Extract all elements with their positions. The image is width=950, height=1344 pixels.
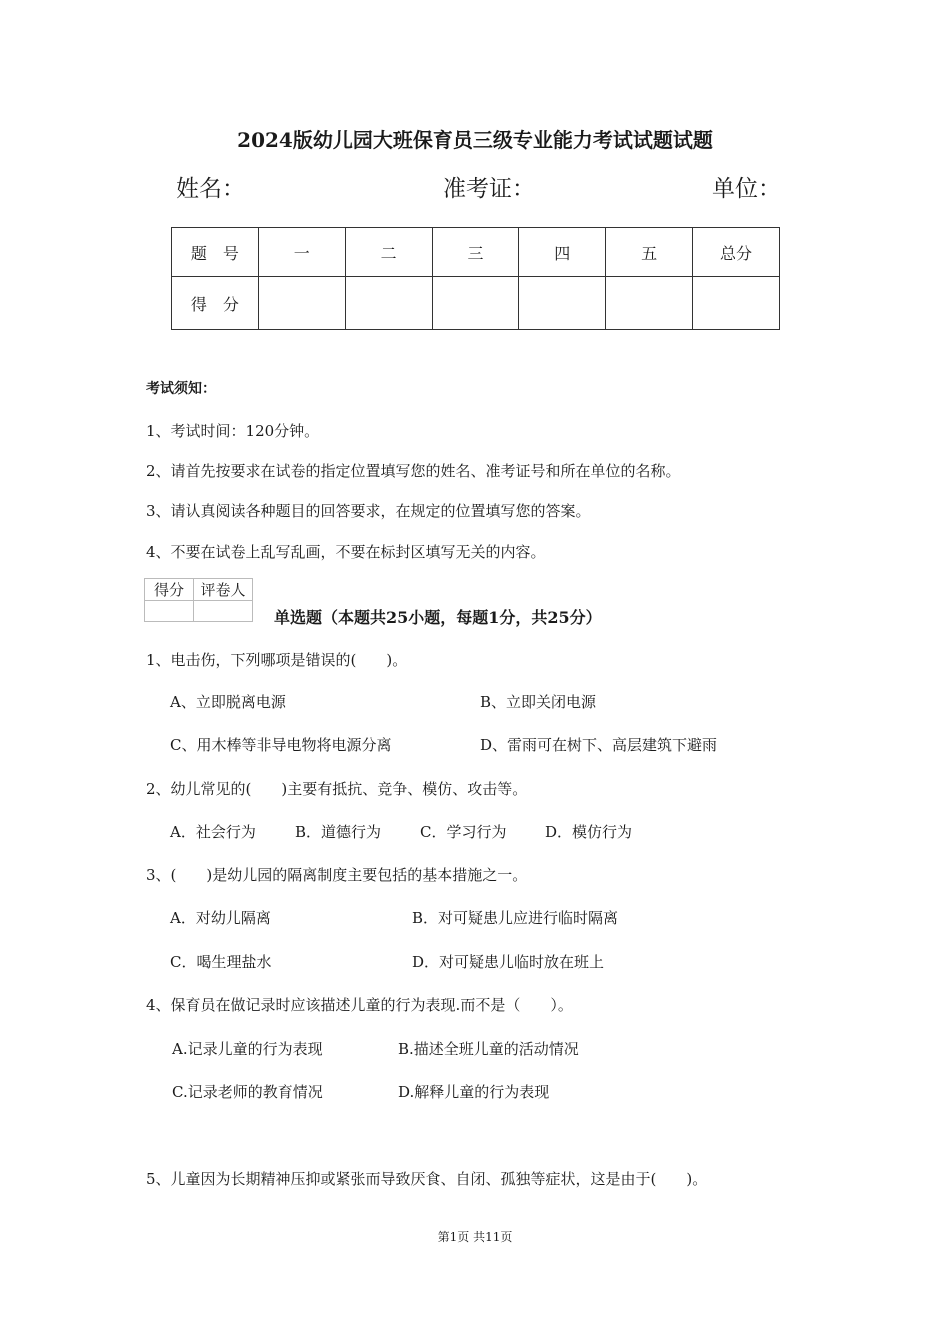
notice-heading: 考试须知： — [146, 381, 216, 397]
answer-option[interactable]: B.描述全班儿童的活动情况 — [398, 1040, 579, 1058]
answer-option[interactable]: D．对可疑患儿临时放在班上 — [412, 953, 605, 971]
score-entry-cell[interactable] — [258, 277, 345, 330]
answer-option[interactable]: C.记录老师的教育情况 — [172, 1083, 323, 1101]
score-table-cell: 二 — [345, 228, 432, 277]
question-stem: 3、( )是幼儿园的隔离制度主要包括的基本措施之一。 — [146, 866, 528, 884]
score-table-cell: 四 — [519, 228, 606, 277]
answer-option[interactable]: D、雷雨可在树下、高层建筑下避雨 — [480, 736, 718, 754]
answer-option[interactable]: D．模仿行为 — [545, 823, 633, 841]
score-table-cell: 一 — [258, 228, 345, 277]
score-entry-cell[interactable] — [432, 277, 519, 330]
answer-option[interactable]: B．道德行为 — [295, 823, 382, 841]
name-field-label: 姓名： — [176, 176, 245, 202]
score-table-cell: 总分 — [693, 228, 780, 277]
answer-option[interactable]: A、立即脱离电源 — [170, 693, 286, 711]
answer-option[interactable]: B、立即关闭电源 — [480, 693, 597, 711]
score-table-cell: 三 — [432, 228, 519, 277]
notice-item: 2、请首先按要求在试卷的指定位置填写您的姓名、准考证号和所在单位的名称。 — [146, 462, 681, 480]
answer-option[interactable]: A．对幼儿隔离 — [170, 909, 271, 927]
notice-item: 3、请认真阅读各种题目的回答要求，在规定的位置填写您的答案。 — [146, 502, 591, 520]
answer-option[interactable]: C．喝生理盐水 — [170, 953, 272, 971]
answer-option[interactable]: C、用木棒等非导电物将电源分离 — [170, 736, 392, 754]
question-stem: 1、电击伤，下列哪项是错误的( )。 — [146, 651, 408, 669]
answer-option[interactable]: C．学习行为 — [420, 823, 507, 841]
grader-box — [144, 578, 253, 622]
question-stem: 2、幼儿常见的( )主要有抵抗、竞争、模仿、攻击等。 — [146, 780, 528, 798]
score-table-header-row — [172, 228, 780, 277]
section-title: 单选题（本题共25小题，每题1分，共25分） — [274, 608, 602, 627]
page-title: 2024版幼儿园大班保育员三级专业能力考试试题试题 — [237, 128, 713, 152]
page-footer: 第1页 共11页 — [437, 1230, 513, 1244]
score-entry-cell[interactable] — [345, 277, 432, 330]
answer-option[interactable]: B．对可疑患儿应进行临时隔离 — [412, 909, 619, 927]
score-table-score-row — [172, 277, 780, 330]
score-entry-cell[interactable] — [693, 277, 780, 330]
answer-option[interactable]: A.记录儿童的行为表现 — [172, 1040, 323, 1058]
answer-option[interactable]: D.解释儿童的行为表现 — [398, 1083, 550, 1101]
score-table — [171, 227, 780, 330]
answer-option[interactable]: A．社会行为 — [170, 823, 256, 841]
score-entry-cell[interactable] — [606, 277, 693, 330]
grader-score-cell[interactable] — [145, 601, 194, 622]
score-table-row-label: 得 分 — [172, 277, 259, 330]
score-table-cell: 五 — [606, 228, 693, 277]
unit-field-label: 单位： — [712, 176, 781, 202]
question-stem: 4、保育员在做记录时应该描述儿童的行为表现.而不是（ ）。 — [146, 996, 573, 1014]
grader-score-label: 得分 — [145, 579, 194, 601]
score-entry-cell[interactable] — [519, 277, 606, 330]
exam-id-field-label: 准考证： — [443, 176, 535, 202]
score-table-cell: 题 号 — [172, 228, 259, 277]
question-stem: 5、儿童因为长期精神压抑或紧张而导致厌食、自闭、孤独等症状，这是由于( )。 — [146, 1170, 708, 1188]
notice-item: 4、不要在试卷上乱写乱画，不要在标封区填写无关的内容。 — [146, 543, 546, 561]
notice-item: 1、考试时间：120分钟。 — [146, 422, 320, 440]
grader-reviewer-label: 评卷人 — [194, 579, 253, 601]
grader-reviewer-cell[interactable] — [194, 601, 253, 622]
